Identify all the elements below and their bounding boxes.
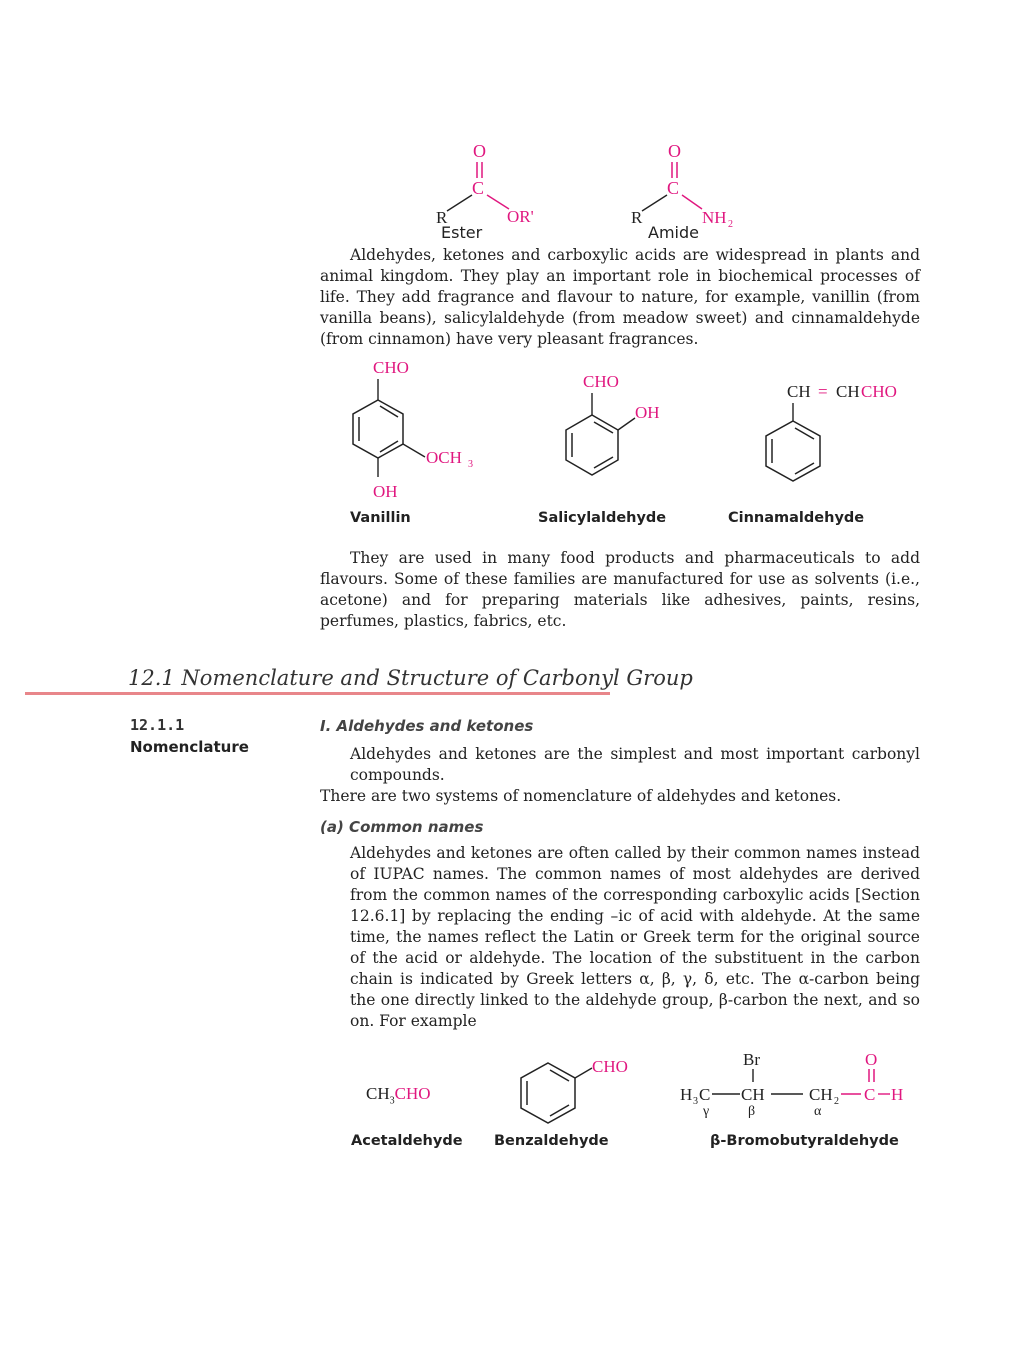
- intro-text: Aldehydes, ketones and carboxylic acids are widespread in plants and animal kingdom. They play an important role in biochemical processes of life. They add fragrance and flavour to nature, for example, vanillin (from vanilla beans), salicylaldehyde (from meadow sweet) and cinnamaldehyde (from cinnamon) have very pleasant fragrances.: [320, 246, 920, 348]
- bromo-ch2: CH: [809, 1085, 833, 1104]
- bromo-h3c-c: C: [699, 1085, 711, 1104]
- amide-nh-sub: 2: [728, 219, 733, 230]
- common-names-paragraph: [350, 843, 920, 1032]
- common-names-text: Aldehydes and ketones are often called by their common names instead of IUPAC names. The common names of most aldehydes are derived from the common names of the corresponding carboxylic acids [Section 12.6.1] by replacing the ending –ic of acid with aldehyde. At the same time, the names reflect the Latin or Greek term for the original source of the acid or aldehyde. The location of the substituent in the carbon chain is indicated by Greek letters α, β, γ, δ, etc. The α-carbon being the one directly linked to the aldehyde group, β-carbon the next, and so on. For example: [350, 844, 920, 1030]
- salicyl-cho: CHO: [583, 372, 619, 391]
- cinnam-cho: CHO: [861, 382, 897, 401]
- vanillin-structure: [340, 355, 500, 525]
- subsection-aldehydes-ketones: I. Aldehydes and ketones: [320, 717, 534, 735]
- ester-or: OR': [507, 207, 534, 226]
- carbonyl-paragraph: [350, 744, 920, 786]
- intro-paragraph: [320, 245, 920, 350]
- subsection-common-names: (a) Common names: [320, 818, 484, 836]
- bromo-c: C: [864, 1085, 876, 1104]
- bromo-h3c-sub: 3: [693, 1096, 698, 1107]
- ester-r: R: [436, 208, 448, 227]
- amide-r: R: [631, 208, 643, 227]
- systems-text: There are two systems of nomenclature of aldehydes and ketones.: [320, 787, 842, 805]
- vanillin-cho: CHO: [373, 358, 409, 377]
- bromo-ch2-sub: 2: [834, 1096, 839, 1107]
- salicylaldehyde-structure: [555, 370, 695, 500]
- cinnamaldehyde-structure: [760, 378, 920, 498]
- amide-nh: NH: [702, 208, 727, 227]
- ester-carbon: C: [472, 178, 485, 198]
- cinnam-ch2: CH: [836, 382, 860, 401]
- bromo-ch: CH: [741, 1085, 765, 1104]
- bromobutyraldehyde-label: β-Bromobutyraldehyde: [710, 1133, 899, 1149]
- bromo-br: Br: [743, 1050, 760, 1069]
- benzaldehyde-cho: CHO: [592, 1057, 628, 1076]
- salicylaldehyde-label: Salicylaldehyde: [538, 510, 667, 526]
- section-title: 12.1 Nomenclature and Structure of Carbonyl Group: [128, 666, 693, 690]
- vanillin-och-sub: 3: [468, 459, 473, 470]
- benzaldehyde-structure: [515, 1055, 655, 1135]
- acetaldehyde-formula: [366, 1084, 431, 1106]
- acetaldehyde-sub: 3: [389, 1095, 395, 1107]
- uses-text: They are used in many food products and pharmaceuticals to add flavours. Some of these families are manufactured for use as solvents (i.e., acetone) and for preparing materials like adhesives, paints, resins, perfumes, plastics, fabrics, etc.: [320, 549, 920, 630]
- cinnam-ch: CH: [787, 382, 811, 401]
- amide-structure: [620, 138, 760, 242]
- sidebar-section-number: 12.1.1: [130, 716, 185, 734]
- carbonyl-text: Aldehydes and ketones are the simplest and most important carbonyl compounds.: [350, 745, 920, 784]
- acetaldehyde-cho: CHO: [394, 1084, 431, 1103]
- benzaldehyde-label: Benzaldehyde: [494, 1133, 609, 1149]
- bromo-gamma: γ: [703, 1104, 710, 1119]
- sidebar-section-name: Nomenclature: [130, 738, 249, 756]
- bromo-o: O: [865, 1050, 878, 1069]
- uses-paragraph: [320, 548, 920, 632]
- amide-carbon: C: [667, 178, 680, 198]
- systems-paragraph: [320, 786, 920, 807]
- acetaldehyde-ch: CH: [366, 1084, 390, 1103]
- ester-label: Ester: [441, 223, 483, 242]
- amide-label: Amide: [648, 223, 699, 242]
- bromo-h3c-h: H: [680, 1085, 693, 1104]
- section-divider: [25, 692, 610, 695]
- vanillin-och: OCH: [426, 448, 462, 467]
- bromo-h: H: [891, 1085, 904, 1104]
- cinnam-eq: =: [818, 382, 828, 401]
- acetaldehyde-label: Acetaldehyde: [351, 1133, 463, 1149]
- vanillin-label: Vanillin: [350, 510, 411, 526]
- ester-oxygen: O: [473, 141, 486, 161]
- ester-structure: [425, 138, 565, 242]
- cinnamaldehyde-label: Cinnamaldehyde: [728, 510, 865, 526]
- vanillin-oh: OH: [373, 482, 398, 501]
- amide-oxygen: O: [668, 141, 681, 161]
- bromobutyraldehyde-structure: [678, 1048, 928, 1128]
- salicyl-oh: OH: [635, 403, 660, 422]
- bromo-alpha: α: [814, 1104, 822, 1119]
- bromo-beta: β: [748, 1104, 756, 1119]
